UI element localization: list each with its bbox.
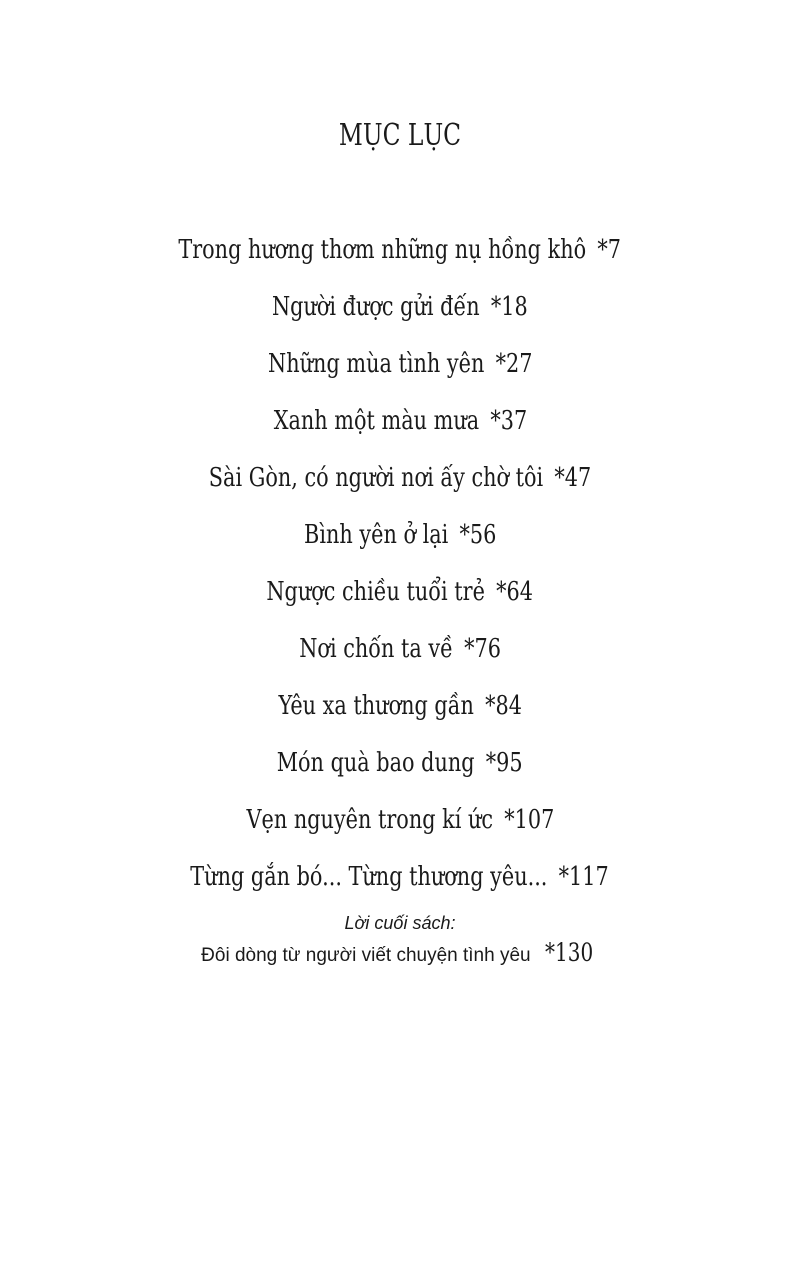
toc-entry-page: *37 xyxy=(489,406,527,436)
toc-entry xyxy=(0,849,800,906)
toc-list xyxy=(0,222,800,906)
toc-entry-title: Xanh một màu mưa xyxy=(273,406,479,436)
toc-entry-title: Yêu xa thương gần xyxy=(278,691,474,721)
toc-entry xyxy=(0,336,800,393)
toc-entry-title: Món quà bao dung xyxy=(277,748,475,778)
toc-entry xyxy=(0,735,800,792)
toc-entry-title: Những mùa tình yên xyxy=(267,349,485,379)
afterword-page: *130 xyxy=(544,938,593,967)
toc-entry-title: Bình yên ở lại xyxy=(303,520,449,550)
toc-entry-title: Sài Gòn, có người nơi ấy chờ tôi xyxy=(208,463,544,493)
toc-entry xyxy=(0,279,800,336)
toc-entry-page: *117 xyxy=(559,862,610,892)
toc-entry xyxy=(0,450,800,507)
page-title: MỤC LỤC xyxy=(338,118,462,153)
toc-entry xyxy=(0,792,800,849)
toc-entry-title: Vẹn nguyên trong kí ức xyxy=(246,805,493,835)
toc-entry-page: *7 xyxy=(597,235,622,265)
toc-entry-page: *107 xyxy=(503,805,554,835)
toc-entry xyxy=(0,222,800,279)
toc-entry-page: *95 xyxy=(486,748,523,778)
toc-entry-page: *47 xyxy=(554,463,592,493)
afterword-label: Lời cuối sách: xyxy=(344,913,456,933)
toc-entry-page: *64 xyxy=(496,577,534,607)
toc-entry xyxy=(0,393,800,450)
toc-entry-page: *84 xyxy=(484,691,522,721)
toc-entry-title: Nơi chốn ta về xyxy=(299,634,453,664)
toc-entry xyxy=(0,621,800,678)
toc-entry-title: Trong hương thơm những nụ hồng khô xyxy=(178,235,587,265)
toc-entry-page: *56 xyxy=(459,520,497,550)
toc-entry-page: *76 xyxy=(463,634,501,664)
afterword xyxy=(0,910,800,973)
afterword-title: Đôi dòng từ người viết chuyện tình yêu xyxy=(201,945,531,966)
toc-entry xyxy=(0,678,800,735)
toc-entry-title: Từng gắn bó... Từng thương yêu... xyxy=(190,862,548,892)
toc-entry-title: Ngược chiều tuổi trẻ xyxy=(266,577,486,607)
toc-entry-page: *27 xyxy=(495,349,533,379)
toc-entry xyxy=(0,564,800,621)
toc-entry xyxy=(0,507,800,564)
toc-entry-page: *18 xyxy=(491,292,528,322)
toc-entry-title: Người được gửi đến xyxy=(272,292,480,322)
afterword-entry xyxy=(0,936,800,973)
